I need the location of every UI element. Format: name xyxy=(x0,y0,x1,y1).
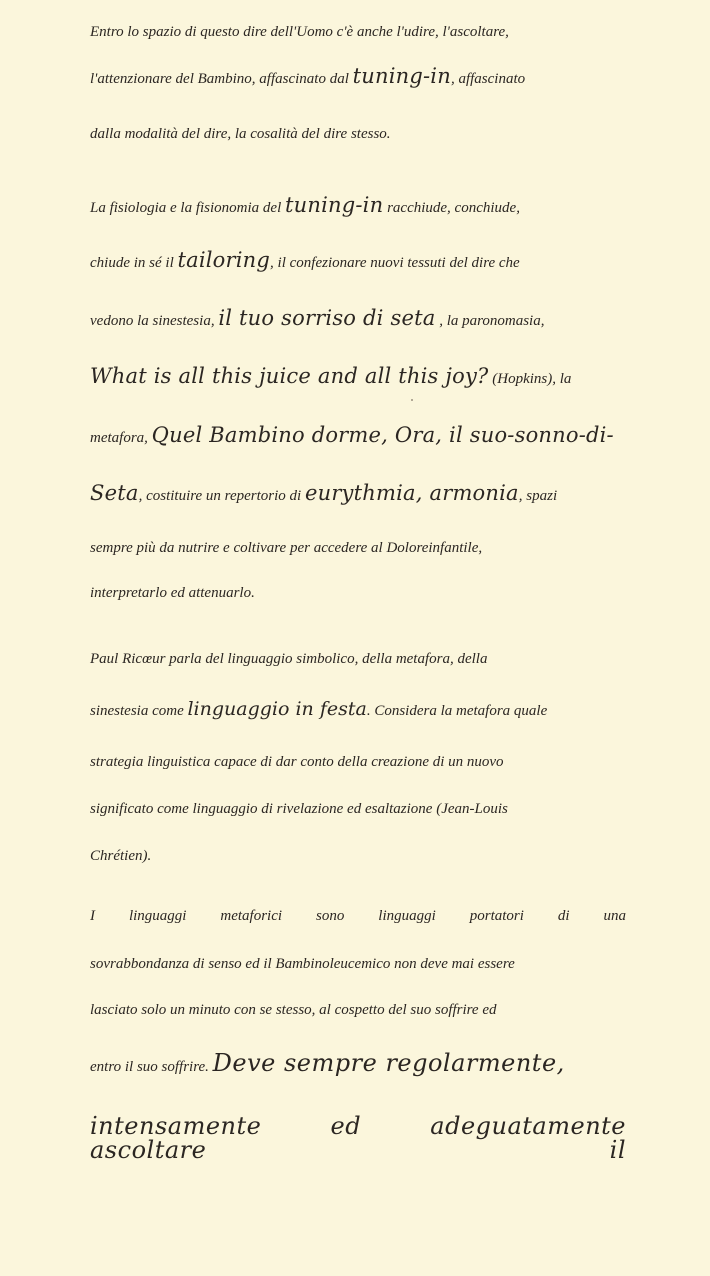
text-run: , costituire un repertorio di xyxy=(138,488,305,504)
speck xyxy=(411,399,413,401)
text-run: strategia linguistica capace di dar conto della creazione di un nuovo xyxy=(90,754,504,770)
text-line xyxy=(90,1051,626,1075)
text-line xyxy=(90,957,626,972)
emphasized-phrase: intensamente ed adeguatamente ascoltare il xyxy=(90,1112,626,1164)
text-line xyxy=(90,652,626,667)
text-run: significato come linguaggio di rivelazione ed esaltazione (Jean-Louis xyxy=(90,801,508,817)
text-run: , spazi xyxy=(518,488,558,504)
text-run: (Hopkins), la xyxy=(488,371,572,387)
text-run: interpretarlo ed attenuarlo. xyxy=(90,585,255,601)
text-line xyxy=(90,66,626,87)
text-run: entro il suo soffrire. xyxy=(90,1059,213,1075)
text-line xyxy=(90,1003,626,1018)
text-run: vedono la sinestesia, xyxy=(90,313,219,329)
text-line xyxy=(90,425,626,446)
text-line xyxy=(90,802,626,817)
emphasized-phrase: What is all this juice and all this joy? xyxy=(90,364,489,388)
text-run: Paul Ricœur parla del linguaggio simbolico, della metafora, della xyxy=(90,651,488,667)
text-run: , affascinato xyxy=(450,71,526,87)
text-run: sovrabbondanza di senso ed il Bambinoleucemico non deve mai essere xyxy=(90,956,515,972)
text-line xyxy=(90,250,626,271)
text-run: racchiude, conchiude, xyxy=(383,200,520,216)
emphasized-phrase: il tuo sorriso di seta xyxy=(218,306,436,330)
text-run: Chrétien). xyxy=(90,848,152,864)
text-run: , il confezionare nuovi tessuti del dire che xyxy=(270,255,520,271)
text-line xyxy=(90,127,626,142)
text-run: , la paronomasia, xyxy=(435,313,545,329)
text-run: chiude in sé il xyxy=(90,255,178,271)
emphasized-phrase: Deve sempre regolarmente, xyxy=(212,1049,565,1077)
emphasized-phrase: Seta xyxy=(90,481,139,505)
emphasized-phrase: tuning-in xyxy=(285,193,384,217)
emphasized-phrase: tailoring xyxy=(177,248,271,272)
text-run: sinestesia come xyxy=(90,703,188,719)
text-run: metafora, xyxy=(90,430,152,446)
text-line xyxy=(90,25,626,40)
text-run: lasciato solo un minuto con se stesso, al cospetto del suo soffrire ed xyxy=(90,1002,497,1018)
text-line xyxy=(90,483,626,504)
emphasized-phrase: tuning-in xyxy=(352,64,451,88)
text-run: sempre più da nutrire e coltivare per accedere al Doloreinfantile, xyxy=(90,540,483,556)
emphasized-phrase: eurythmia, armonia xyxy=(304,481,519,505)
text-line xyxy=(90,195,626,216)
emphasized-phrase: Quel Bambino dorme, Ora, il suo-sonno-di- xyxy=(151,423,614,447)
text-line xyxy=(90,308,626,329)
text-line xyxy=(90,586,626,601)
text-line xyxy=(90,366,626,387)
text-line xyxy=(90,755,626,770)
text-run: I linguaggi metaforici sono linguaggi portatori di una xyxy=(90,908,626,924)
text-run: Entro lo spazio di questo dire dell'Uomo c'è anche l'udire, l'ascoltare, xyxy=(90,24,509,40)
text-run: La fisiologia e la fisionomia del xyxy=(90,200,286,216)
text-line xyxy=(90,1114,626,1162)
text-line xyxy=(90,541,626,556)
text-line xyxy=(90,849,626,864)
text-line xyxy=(90,700,626,719)
text-run: l'attenzionare del Bambino, affascinato dal xyxy=(90,71,353,87)
text-run: dalla modalità del dire, la cosalità del dire stesso. xyxy=(90,126,391,142)
text-line xyxy=(90,909,626,924)
emphasized-phrase: linguaggio in festa xyxy=(187,698,367,720)
text-run: . Considera la metafora quale xyxy=(366,703,548,719)
